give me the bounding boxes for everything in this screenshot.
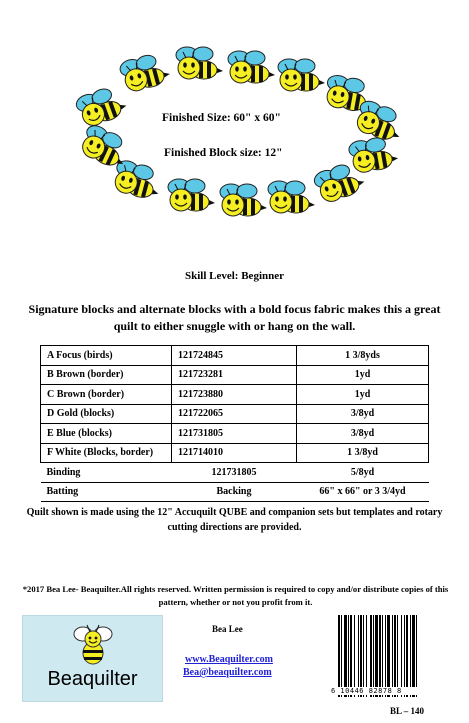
binding-amount: 5/8yd	[297, 463, 429, 483]
table-row-binding	[41, 463, 429, 483]
fabric-code: 121722065	[172, 404, 297, 424]
email-link[interactable]: Bea@beaquilter.com	[183, 667, 272, 678]
bee-icon	[220, 184, 267, 216]
backing-label: Backing	[172, 482, 297, 502]
binding-label: Binding	[41, 463, 172, 483]
fabric-name: E Blue (blocks)	[41, 424, 172, 444]
fabric-code: 121724845	[172, 346, 297, 366]
logo-bee-icon	[71, 620, 115, 666]
bee-icon	[228, 51, 275, 83]
bee-icon	[168, 179, 215, 211]
table-row	[41, 385, 429, 405]
pattern-code: BL – 140	[390, 706, 425, 716]
fabric-name: D Gold (blocks)	[41, 404, 172, 424]
fabric-name: B Brown (border)	[41, 365, 172, 385]
accuquilt-note: Quilt shown is made using the 12" Accuquilt QUBE and companion sets but templates and rotary cutting directions are provided.	[26, 507, 443, 533]
bee-icon	[118, 51, 172, 94]
binding-code: 121731805	[172, 463, 297, 483]
fabric-amount: 3/8yd	[297, 404, 429, 424]
bee-icon	[348, 135, 400, 175]
upc-barcode	[336, 615, 456, 697]
fabric-requirements-table	[40, 345, 429, 502]
copyright-notice: *2017 Bea Lee- Beaquilter.All rights reserved. Written permission is required to copy and/or distribute copies of this pattern, whether or not you profit from it.	[22, 584, 449, 607]
fabric-code: 121723880	[172, 385, 297, 405]
fabric-amount: 1yd	[297, 365, 429, 385]
bee-icon	[74, 83, 129, 129]
barcode-digits: 6 10446 82878 8	[331, 687, 461, 695]
fabric-code: 121714010	[172, 443, 297, 463]
fabric-code: 121731805	[172, 424, 297, 444]
skill-level: Skill Level: Beginner	[185, 270, 284, 282]
table-row	[41, 365, 429, 385]
table-row	[41, 346, 429, 366]
finished-size-text: Finished Size: 60" x 60"	[162, 112, 281, 124]
beaquilter-logo	[22, 615, 163, 702]
fabric-name: F White (Blocks, border)	[41, 443, 172, 463]
pattern-description: Signature blocks and alternate blocks with a bold focus fabric makes this a great quilt to either snuggle with or hang on the wall.	[28, 302, 441, 333]
bee-icon	[268, 181, 315, 213]
bee-icon	[176, 47, 223, 79]
bee-icon	[352, 98, 407, 144]
fabric-amount: 1 3/8yd	[297, 443, 429, 463]
finished-block-size-text: Finished Block size: 12"	[164, 147, 283, 159]
bee-icon	[278, 59, 325, 91]
fabric-amount: 3/8yd	[297, 424, 429, 444]
bee-icon	[111, 159, 165, 202]
bee-wreath-illustration	[0, 0, 469, 250]
fabric-code: 121723281	[172, 365, 297, 385]
table-row	[41, 404, 429, 424]
website-link[interactable]: www.Beaquilter.com	[185, 654, 273, 665]
author-name: Bea Lee	[212, 624, 243, 634]
fabric-amount: 1yd	[297, 385, 429, 405]
table-row	[41, 424, 429, 444]
fabric-amount: 1 3/8yds	[297, 346, 429, 366]
batting-label: Batting	[41, 482, 172, 502]
fabric-name: A Focus (birds)	[41, 346, 172, 366]
logo-wordmark: Beaquilter	[47, 668, 138, 690]
fabric-name: C Brown (border)	[41, 385, 172, 405]
batting-amount: 66" x 66" or 3 3/4yd	[297, 482, 429, 502]
table-row-batting	[41, 482, 429, 502]
table-row	[41, 443, 429, 463]
